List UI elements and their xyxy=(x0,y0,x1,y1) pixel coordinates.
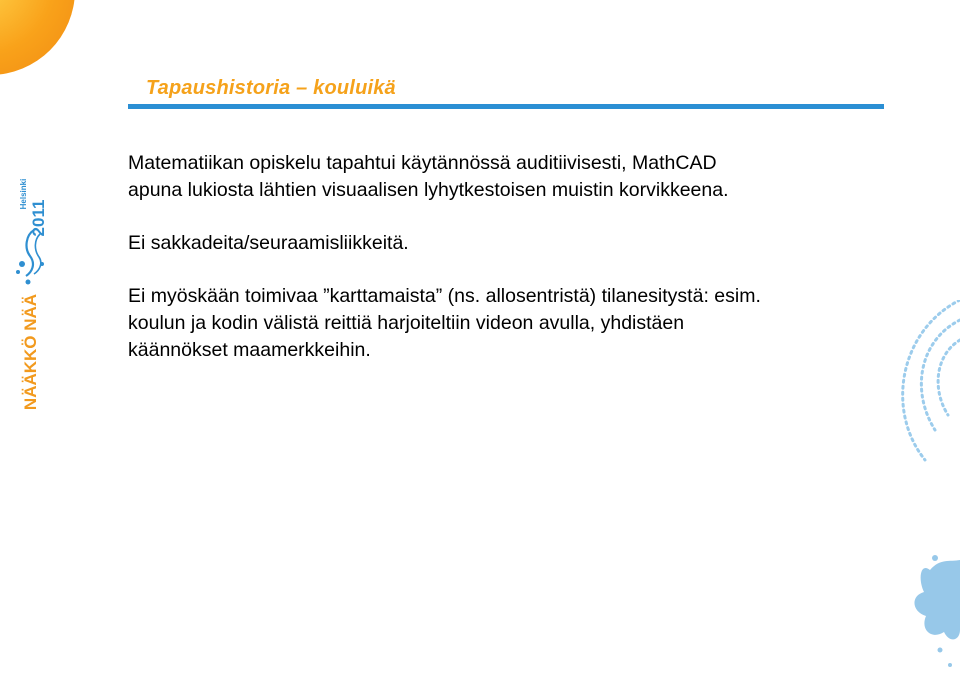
paragraph-saccades: Ei sakkadeita/seuraamisliikkeitä. xyxy=(128,232,409,254)
conference-logo xyxy=(6,160,50,416)
wave-decoration xyxy=(840,300,960,679)
logo-vertical-text xyxy=(21,294,40,410)
logo-city-text xyxy=(19,179,28,210)
title-underline xyxy=(128,104,884,109)
paragraph-spatial-representation: Ei myöskään toimivaa ”karttamaista” (ns. allosentristä) tilanesitystä: esim. koulun ja kodin välistä reittiä harjoiteltiin videon avulla, yhdistäen käännökset maamerkkeihin. xyxy=(128,285,761,361)
svg-text:2011: 2011 xyxy=(29,199,48,237)
sun-decoration xyxy=(0,0,75,75)
logo-emblem-icon xyxy=(16,230,44,285)
slide-title: Tapaushistoria – kouluikä xyxy=(146,77,396,99)
svg-text:NÄÄKKÖ NÄÄ: NÄÄKKÖ NÄÄ xyxy=(21,293,40,411)
paragraph-math-study: Matematiikan opiskelu tapahtui käytännössä auditiivisesti, MathCAD apuna lukiosta lähtien visuaalisen lyhytkestoisen muistin korvikkeena. xyxy=(128,152,729,201)
svg-text:Helsinki: Helsinki xyxy=(19,178,28,210)
slide-body xyxy=(128,150,848,390)
